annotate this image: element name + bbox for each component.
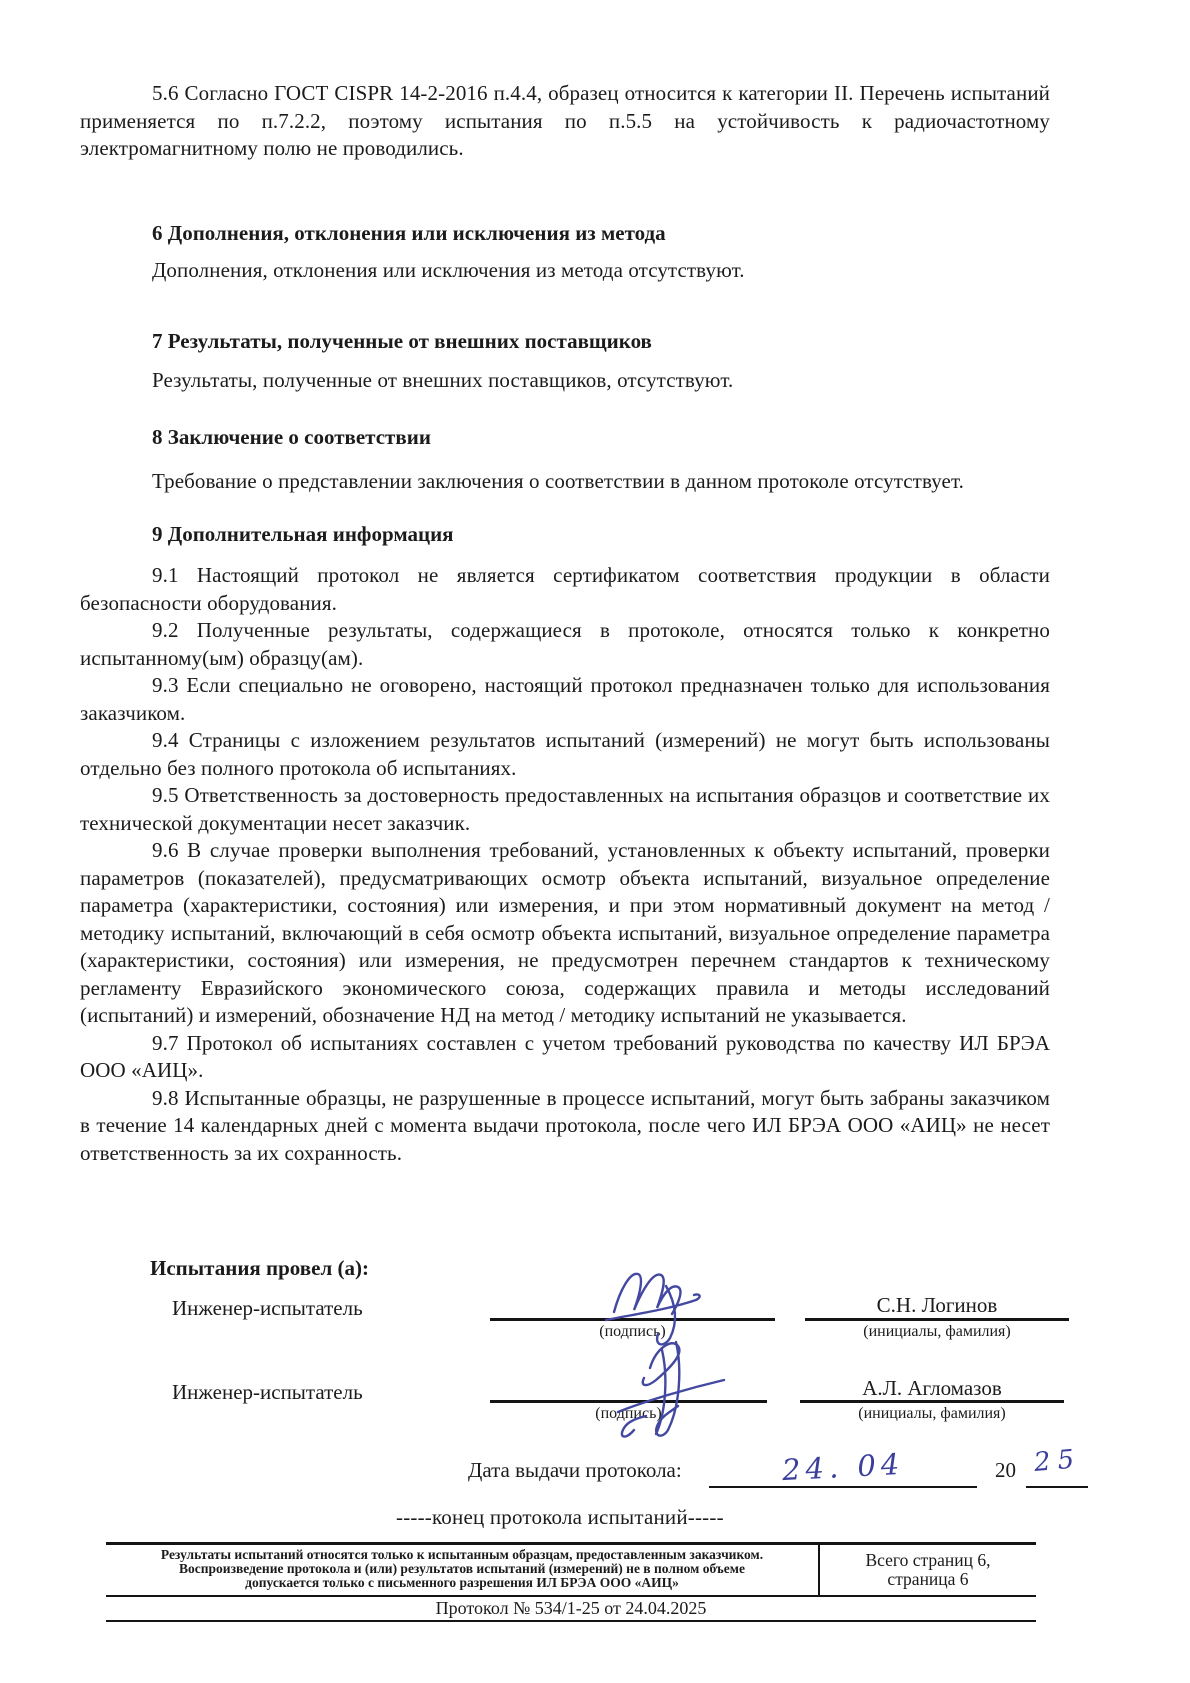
- section-9-paragraph: 9.1 Настоящий протокол не является сертификатом соответствия продукции в области безопасности оборудования.: [80, 563, 1050, 615]
- end-of-protocol-line: -----конец протокола испытаний-----: [396, 1505, 724, 1529]
- disclaimer-line: допускается только с письменного разрешения ИЛ БРЭА ООО «АИЦ»: [245, 1575, 679, 1591]
- footer-row-disclaimer: [106, 1545, 1036, 1597]
- document-body: [80, 80, 1050, 1167]
- section-9-paragraph: 9.5 Ответственность за достоверность предоставленных на испытания образцов и соответствие их технической документации несет заказчик.: [80, 783, 1050, 835]
- section-9-paragraph: 9.4 Страницы с изложением результатов испытаний (измерений) не могут быть использованы отдельно без полного протокола об испытаниях.: [80, 728, 1050, 780]
- disclaimer-line: Воспроизведение протокола и (или) результатов испытаний (измерений) не в полном объеме: [179, 1561, 745, 1577]
- name-caption: (инициалы, фамилия): [863, 1323, 1011, 1340]
- section-9-heading: 9 Дополнительная информация: [152, 521, 454, 546]
- name-line: [805, 1318, 1069, 1321]
- paragraph-5-6: 5.6 Согласно ГОСТ CISPR 14-2-2016 п.4.4, образец относится к категории II. Перечень испытаний применяется по п.7.2.2, поэтому испытания по п.5.5 на устойчивость к радиочастотному электромагнитному полю не проводились.: [80, 81, 1050, 160]
- date-line: [709, 1486, 977, 1488]
- section-9-paragraph: 9.8 Испытанные образцы, не разрушенные в процессе испытаний, могут быть забраны заказчиком в течение 14 календарных дней с момента выдачи протокола, после чего ИЛ БРЭА ООО «АИЦ» не несет ответственность за их сохранность.: [80, 1085, 1050, 1165]
- name-caption: (инициалы, фамилия): [858, 1405, 1006, 1422]
- section-7-heading: 7 Результаты, полученные от внешних поставщиков: [152, 328, 652, 353]
- year-prefix: 20: [995, 1458, 1016, 1482]
- section-8-heading: 8 Заключение о соответствии: [152, 424, 431, 449]
- name-line: [800, 1400, 1064, 1403]
- signer-name: С.Н. Логинов: [876, 1293, 998, 1317]
- date-label: Дата выдачи протокола:: [468, 1458, 682, 1482]
- signature-caption: (подпись): [599, 1323, 666, 1340]
- footer-disclaimer-cell: [106, 1545, 820, 1595]
- signer-name: А.Л. Агломазов: [862, 1376, 1002, 1400]
- section-6-paragraph: Дополнения, отклонения или исключения из метода отсутствуют.: [152, 258, 745, 282]
- section-9-paragraph: 9.3 Если специально не оговорено, настоящий протокол предназначен только для использования заказчиком.: [80, 673, 1050, 725]
- section-9-paragraph: 9.2 Полученные результаты, содержащиеся в протоколе, относятся только к конкретно испытанному(ым) образцу(ам).: [80, 618, 1050, 670]
- section-7-paragraph: Результаты, полученные от внешних поставщиков, отсутствуют.: [152, 368, 734, 392]
- pages-total: Всего страниц 6,: [865, 1549, 991, 1570]
- protocol-number-line: Протокол № 534/1-25 от 24.04.2025: [106, 1597, 1036, 1622]
- year-handwritten: 25: [1032, 1444, 1083, 1478]
- section-9-paragraph: 9.7 Протокол об испытаниях составлен с учетом требований руководства по качеству ИЛ БРЭА ООО «АИЦ».: [80, 1030, 1050, 1082]
- footer-table: [106, 1542, 1036, 1622]
- signer-role: Инженер-испытатель: [172, 1296, 363, 1320]
- page-number: страница 6: [887, 1568, 969, 1589]
- footer-pages-cell: [820, 1545, 1036, 1595]
- date-handwritten: 24. 04: [781, 1446, 906, 1488]
- disclaimer-line: Результаты испытаний относятся только к испытанным образцам, предоставленным заказчиком.: [160, 1547, 764, 1562]
- year-line: [1026, 1486, 1088, 1488]
- signature-caption: (подпись): [595, 1405, 662, 1422]
- signature-ink-aglomazov: [598, 1334, 738, 1446]
- section-9-paragraph: 9.6 В случае проверки выполнения требований, установленных к объекту испытаний, проверки параметров (показателей), предусматривающих осмотр объекта испытаний, визуальное определение параметра (характеристики, состояния) или измерения, и при этом нормативный документ на метод / методику испытаний, включающий в себя осмотр объекта испытаний, визуальное определение параметра (характеристики, состояния) или измерения, не предусмотрен перечнем стандартов к техническому регламенту Евразийского экономического союза, содержащих правила и методы исследований (испытаний) и измерений, обозначение НД на метод / методику испытаний не указывается.: [80, 838, 1050, 1027]
- signer-role: Инженер-испытатель: [172, 1380, 363, 1404]
- section-8-paragraph: Требование о представлении заключения о соответствии в данном протоколе отсутствует.: [152, 469, 965, 493]
- section-6-heading: 6 Дополнения, отклонения или исключения из метода: [152, 220, 666, 245]
- signing-title: Испытания провел (а):: [150, 1256, 369, 1280]
